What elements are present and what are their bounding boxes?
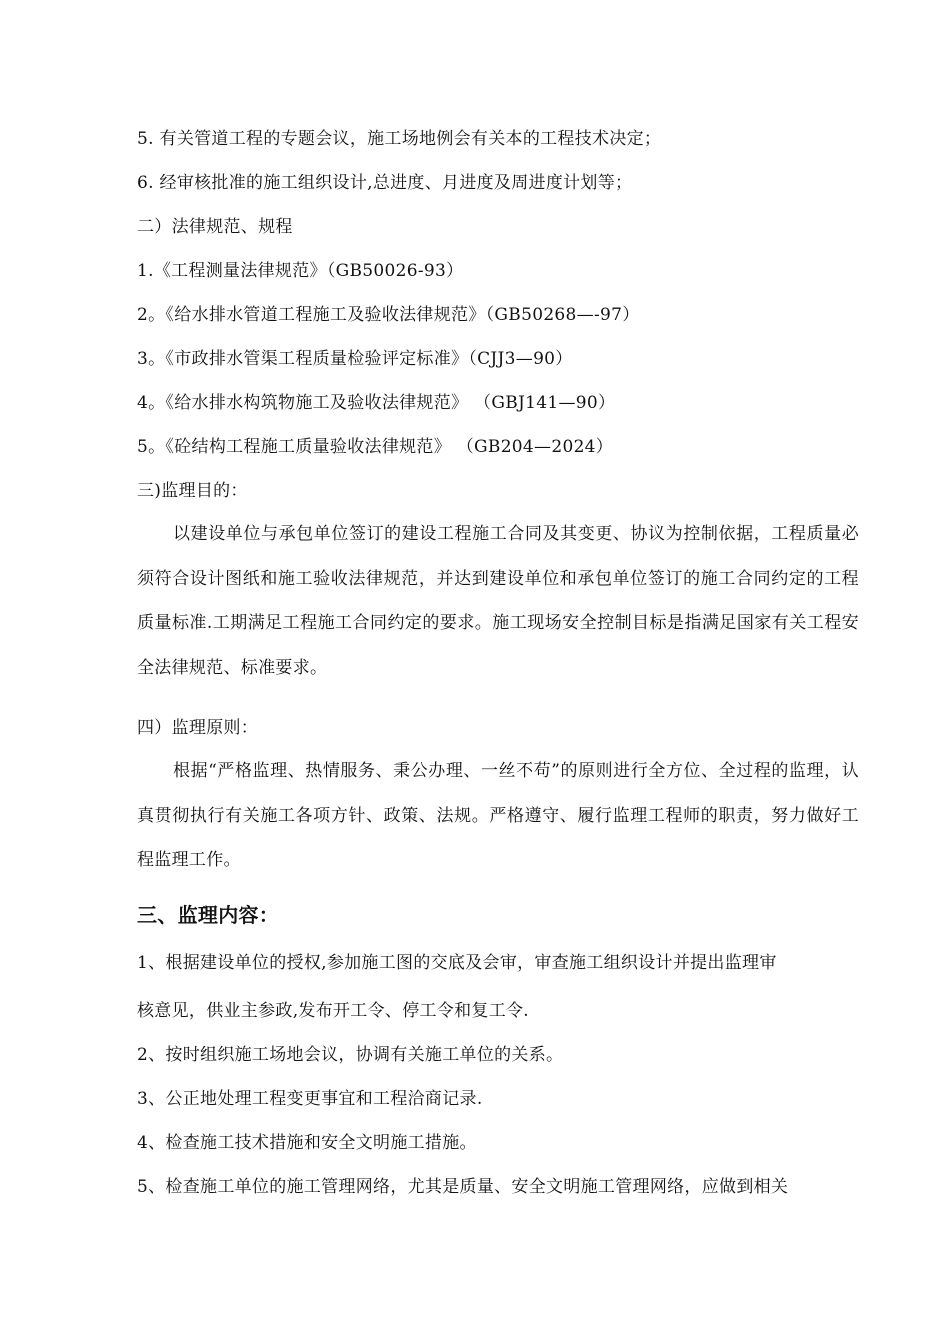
- section-title: 四）监理原则：: [137, 718, 259, 738]
- paragraph: 以建设单位与承包单位签订的建设工程施工合同及其变更、协议为控制依据，工程质量必须符合设计图纸和施工验收法律规范，并达到建设单位和承包单位签订的施工合同约定的工程质量标准.工期满足工程施工合同约定的要求。施工现场安全控制目标是指满足国家有关工程安全法律规范、标准要求。: [137, 524, 859, 679]
- section-title: 三)监理目的：: [137, 481, 248, 501]
- list-item: 4、检查施工技术措施和安全文明施工措施。: [137, 1133, 477, 1153]
- list-item: 3、公正地处理工程变更事宜和工程洽商记录.: [137, 1089, 483, 1109]
- list-item: 5、检查施工单位的施工管理网络，尤其是质量、安全文明施工管理网络，应做到相关: [137, 1177, 789, 1197]
- section-title: 二）法律规范、规程: [137, 217, 293, 237]
- list-item: 6. 经审核批准的施工组织设计,总进度、月进度及周进度计划等；: [137, 173, 633, 193]
- law-item: 5。《砼结构工程施工质量验收法律规范》 （GB204—2024）: [137, 437, 614, 457]
- list-item: 2、按时组织施工场地会议，协调有关施工单位的关系。: [137, 1045, 564, 1065]
- law-item: 4。《给水排水构筑物施工及验收法律规范》 （GBJ141—90）: [137, 393, 616, 413]
- list-item: 1、根据建设单位的授权,参加施工图的交底及会审，审查施工组织设计并提出监理审: [137, 953, 777, 973]
- paragraph: 根据“严格监理、热情服务、秉公办理、一丝不苟”的原则进行全方位、全过程的监理，认真贯彻执行有关施工各项方针、政策、法规。严格遵守、履行监理工程师的职责，努力做好工程监理工作。: [137, 761, 859, 871]
- chapter-heading: 三、监理内容：: [137, 903, 280, 927]
- law-item: 2。《给水排水管道工程施工及验收法律规范》（GB50268—-97）: [137, 305, 640, 325]
- law-item: 1.《工程测量法律规范》（GB50026-93）: [137, 261, 464, 281]
- list-item: 5. 有关管道工程的专题会议，施工场地例会有关本的工程技术决定；: [137, 129, 662, 149]
- list-item: 核意见，供业主参政,发布开工令、停工令和复工令.: [137, 1001, 530, 1021]
- law-item: 3。《市政排水管渠工程质量检验评定标准》（CJJ3—90）: [137, 349, 573, 369]
